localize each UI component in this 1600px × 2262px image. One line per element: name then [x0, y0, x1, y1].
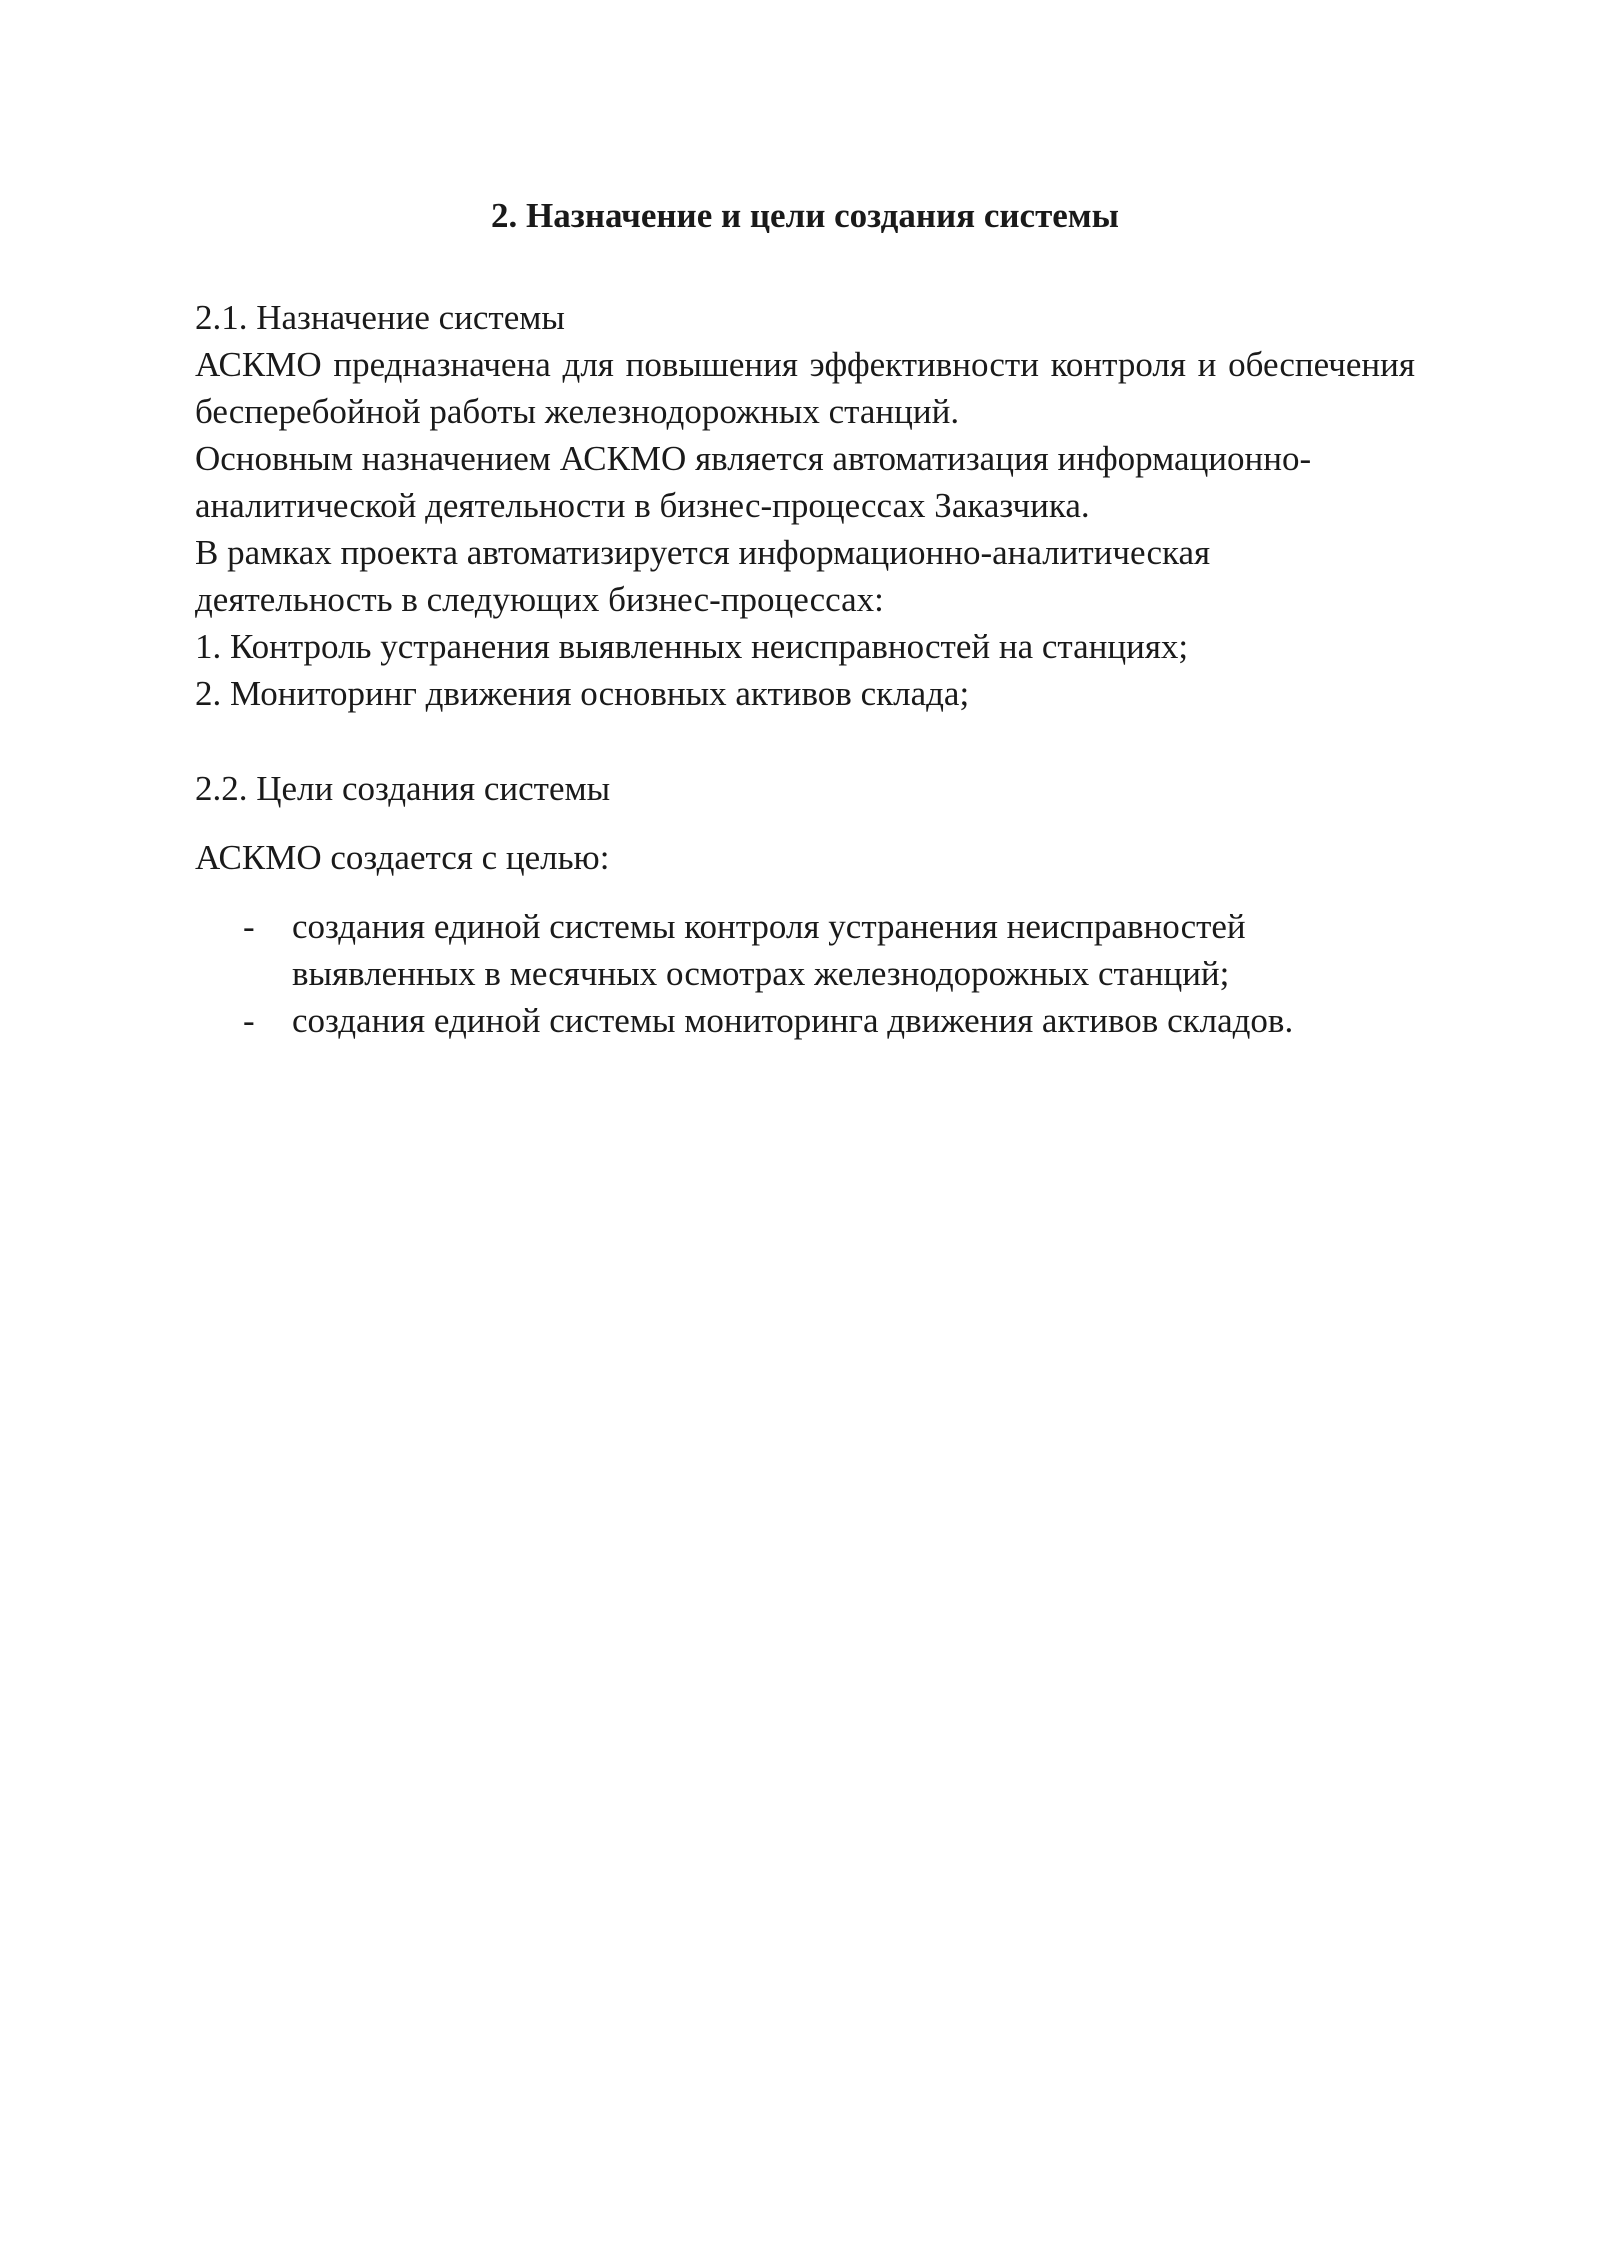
page-title: 2. Назначение и цели создания системы — [491, 196, 1119, 235]
scope-line: деятельность в следующих бизнес-процессах: — [195, 580, 884, 619]
section-heading-goals: 2.2. Цели создания системы — [195, 769, 611, 808]
goals-list-item — [195, 903, 1415, 997]
dash-bullet: - — [243, 907, 255, 946]
main-purpose-paragraph — [195, 435, 1415, 529]
paragraph-spacer — [195, 881, 1415, 903]
process-list-item: 1. Контроль устранения выявленных неисправностей на станциях; — [195, 627, 1189, 666]
goals-list-item — [195, 997, 1415, 1044]
goals-list — [195, 903, 1415, 1044]
purpose-paragraph: АСКМО предназначена для повышения эффективности контроля и обеспечения бесперебойной работы железнодорожных станций. — [195, 345, 1415, 431]
main-purpose-line: Основным назначением АСКМО является автоматизация информационно- — [195, 439, 1312, 478]
dash-bullet: - — [243, 1001, 255, 1040]
main-purpose-line: аналитической деятельности в бизнес-процессах Заказчика. — [195, 486, 1090, 525]
scope-paragraph — [195, 529, 1415, 623]
process-list — [195, 623, 1415, 717]
goals-item-line: создания единой системы мониторинга движения активов складов. — [292, 1001, 1294, 1040]
goals-item-line: выявленных в месячных осмотрах железнодорожных станций; — [292, 954, 1230, 993]
goals-item-line: создания единой системы контроля устранения неисправностей — [292, 907, 1246, 946]
document-content — [195, 192, 1415, 1044]
section-spacer — [195, 717, 1415, 765]
process-list-item: 2. Мониторинг движения основных активов склада; — [195, 674, 970, 713]
goals-intro: АСКМО создается с целью: — [195, 838, 610, 877]
scope-line: В рамках проекта автоматизируется информационно-аналитическая — [195, 533, 1211, 572]
section-heading-purpose: 2.1. Назначение системы — [195, 298, 565, 337]
paragraph-spacer — [195, 812, 1415, 834]
